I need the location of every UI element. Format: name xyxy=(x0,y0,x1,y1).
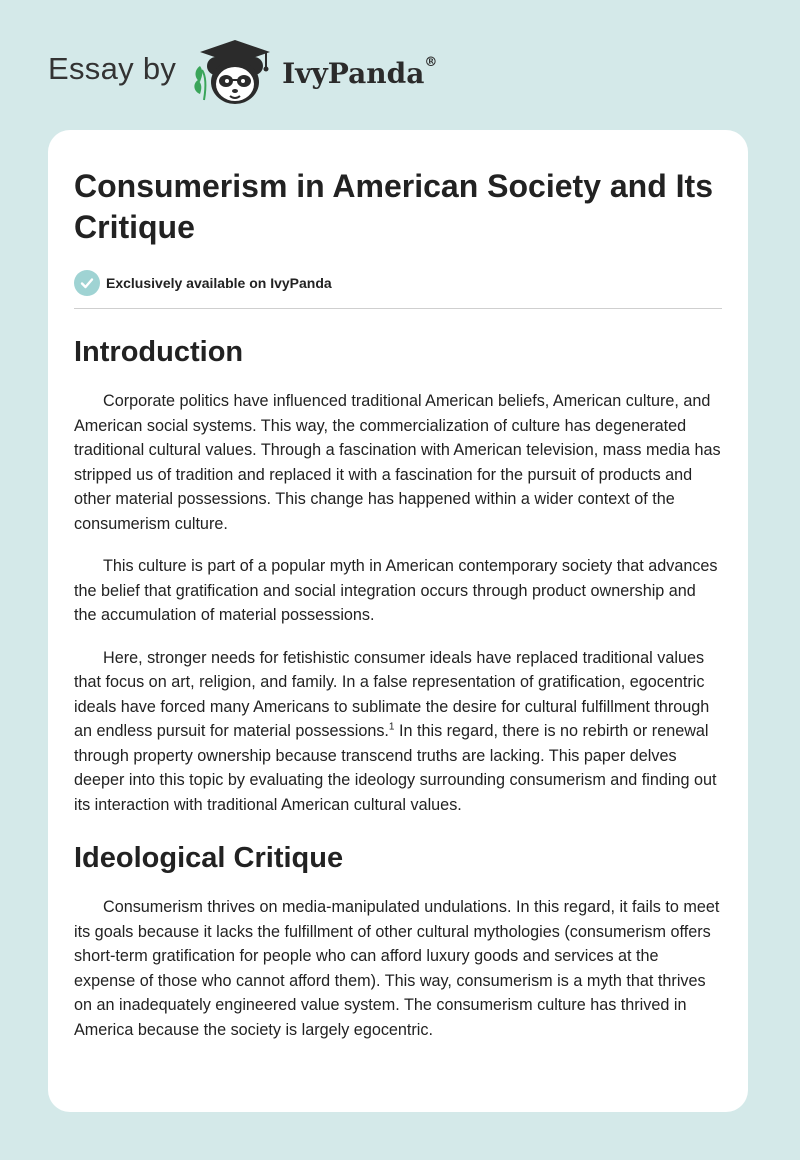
badge-text: Exclusively available on IvyPanda xyxy=(106,275,332,291)
paragraph: This culture is part of a popular myth in American contemporary society that advances the belief that gratification and social integration occurs through product ownership and the accumulation of material possessions. xyxy=(74,557,718,624)
exclusive-badge xyxy=(74,270,722,296)
divider xyxy=(74,308,722,309)
paragraph-text: Here, stronger needs for fetishistic consumer ideals have replaced traditional values that focus on art, religion, and family. In a false representation of gratification, egocentric ideals have forced many Americans to sublimate the desire for cultural fulfillment through an endless pursuit for material possessions. xyxy=(74,648,710,740)
paragraph: Corporate politics have influenced traditional American beliefs, American culture, and American social systems. This way, the commercialization of culture has degenerated traditional cultural values. Through a fascination with American television, mass media has stripped us of tradition and replaced it with a fascination for the pursuit of products and other material possessions. This change has happened within a wider context of the consumerism culture. xyxy=(74,392,721,533)
paragraph xyxy=(74,646,722,818)
footnote-ref[interactable]: 1 xyxy=(388,721,395,733)
paragraph-text: In this regard, there is no rebirth or renewal through property ownership because transcend truths are lacking. This paper delves deeper into this topic by evaluating the ideology surrounding consumerism and finding out its interaction with traditional American cultural values. xyxy=(74,722,717,814)
check-circle-icon xyxy=(74,270,100,296)
essay-card xyxy=(48,130,748,1112)
registered-mark: ® xyxy=(424,54,438,70)
essay-by-label: Essay by xyxy=(48,51,177,86)
site-header xyxy=(48,36,437,108)
brand-name-text: IvyPanda xyxy=(282,56,425,90)
panda-graduate-icon[interactable] xyxy=(192,36,278,108)
brand-name[interactable] xyxy=(282,54,438,90)
essay-title: Consumerism in American Society and Its Critique xyxy=(74,168,713,245)
section-heading-introduction: Introduction xyxy=(74,336,244,368)
section-heading-ideological-critique: Ideological Critique xyxy=(74,842,344,874)
paragraph: Consumerism thrives on media-manipulated undulations. In this regard, it fails to meet its goals because it lacks the fulfillment of other cultural mythologies (consumerism offers short-term gratification for people who can afford luxury goods and services at the expense of those who cannot afford them). This way, consumerism is a myth that thrives on an inadequately engineered value system. The consumerism culture has thrived in America because the society is largely egocentric. xyxy=(74,898,720,1039)
